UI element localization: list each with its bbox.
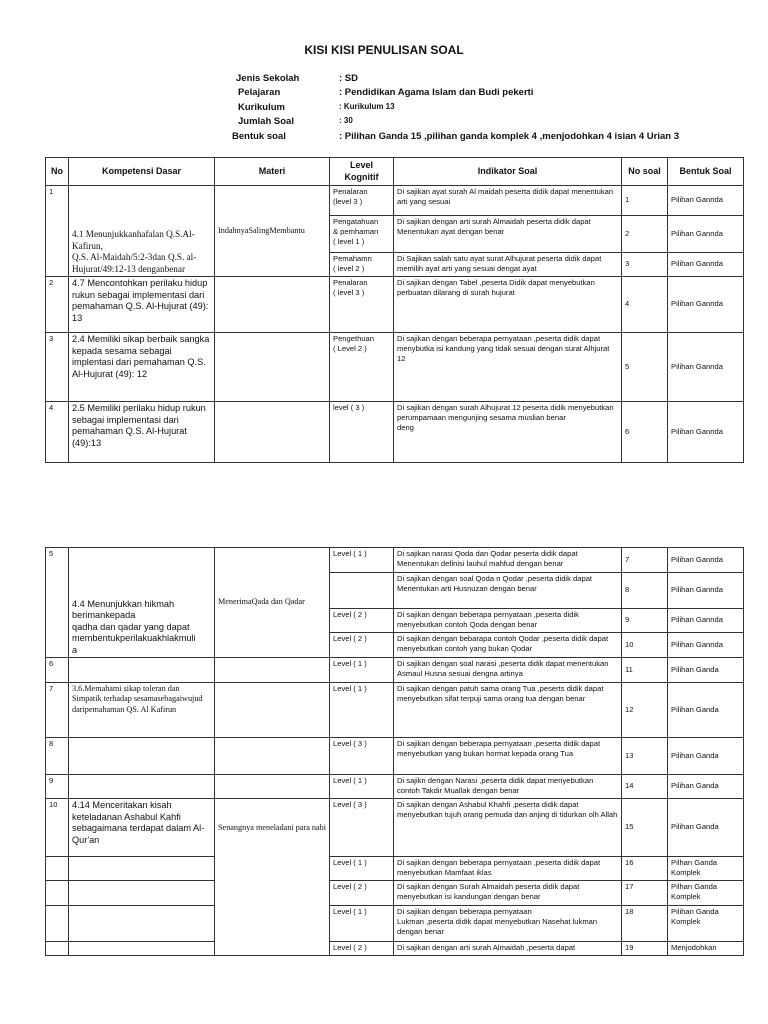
header-indikator: Indikator Soal (394, 158, 622, 186)
cell-indikator: Di sajikan dengan bebarapa contoh Qodar ,peserta didik dapat menyebutkan contoh yang bukan Qodar (394, 633, 622, 658)
cell-level: Pemahamn ( level 2 ) (330, 253, 394, 277)
header-no: No (46, 158, 69, 186)
cell-no (46, 857, 69, 881)
cell-level: Level ( 2 ) (330, 942, 394, 956)
cell-no-soal: 5 (622, 333, 668, 402)
info-key: Bentuk soal (232, 130, 286, 142)
cell-kompetensi: 4.1 Menunjukkanhafalan Q.S.Al-Kafirun, Q.S. Al-Maidah/5:2-3dan Q.S. al- Hujurat/49:12-13 denganbenar (69, 186, 215, 277)
cell-kompetensi: 4.7 Mencontohkan perilaku hidup rukun sebagai implementasi dari pemahaman Q.S. Al-Hujurat (49): 13 (69, 277, 215, 333)
cell-no (46, 906, 69, 942)
cell-indikator: Di sajikan dengan arti surah Almaidah peserta didik dapat Menentukan ayat dengan benar (394, 216, 622, 253)
info-value: : SD (339, 73, 358, 84)
cell-bentuk: Menjodohkan (668, 942, 744, 956)
cell-level (330, 573, 394, 609)
cell-no (46, 942, 69, 956)
table-row (46, 775, 744, 799)
cell-level: Level ( 1 ) (330, 857, 394, 881)
header-materi: Materi (215, 158, 330, 186)
cell-level: Level ( 2 ) (330, 609, 394, 633)
cell-bentuk: Pilihan Ganda Komplek (668, 906, 744, 942)
info-key: Jumlah Soal (238, 116, 294, 128)
cell-bentuk: Pilihan Gannda (668, 277, 744, 333)
cell-level: Level ( 1 ) (330, 683, 394, 738)
cell-bentuk: Pilihan Gannda (668, 333, 744, 402)
table-row (46, 906, 744, 942)
cell-level: Level ( 1 ) (330, 906, 394, 942)
cell-bentuk: Pilihan Gannda (668, 402, 744, 463)
kisi-table-2 (45, 547, 744, 956)
cell-materi: IndahnyaSalingMembantu (215, 186, 330, 277)
cell-kompetensi (69, 658, 215, 683)
table-row (46, 738, 744, 775)
info-value: : 30 (339, 116, 353, 126)
cell-bentuk: Pilhan Ganda Komplek (668, 881, 744, 906)
cell-no: 2 (46, 277, 69, 333)
cell-no-soal: 3 (622, 253, 668, 277)
cell-bentuk: Pilihan Ganda (668, 683, 744, 738)
table-row (46, 277, 744, 333)
cell-bentuk: Pilihan Gannda (668, 573, 744, 609)
cell-kompetensi: 4.4 Menunjukkan hikmah berimankepada qadha dan qadar yang dapat membentukperilakuakhlakmuli a (69, 548, 215, 658)
cell-level: Level ( 3 ) (330, 799, 394, 857)
cell-no-soal: 4 (622, 277, 668, 333)
cell-kompetensi: 2.4 Memiliki sikap berbaik sangka kepada sesama sebagai implentasi dari pemahaman Q.S. Al-Hujurat (49): 12 (69, 333, 215, 402)
cell-bentuk: Pilhan Ganda Komplek (668, 857, 744, 881)
table-row (46, 942, 744, 956)
cell-kompetensi (69, 906, 215, 942)
cell-kompetensi: 3.6.Memahami sikap toleran dan Simpatik terhadap sesamasebagaiwujud daripemahaman QS. Al Kafirun (69, 683, 215, 738)
info-value: : Pendidikan Agama Islam dan Budi pekerti (339, 87, 534, 99)
cell-indikator: Di sajikan dengan soal Qoda n Qodar ,peserta didik dapat Menentukan arti Husnuzan dengan benar (394, 573, 622, 609)
header-no-soal: No soal (622, 158, 668, 186)
cell-no: 5 (46, 548, 69, 658)
cell-kompetensi (69, 881, 215, 906)
cell-materi (215, 683, 330, 738)
cell-level: Level ( 1 ) (330, 548, 394, 573)
cell-no-soal: 14 (622, 775, 668, 799)
cell-level: Pengatahuan & pemhaman ( level 1 ) (330, 216, 394, 253)
cell-indikator: Di sajikan dengan patuh sama orang Tua ,peserts didik dapat menyebutkan sifat terpuji sama orang tua dengan benar (394, 683, 622, 738)
cell-no-soal: 1 (622, 186, 668, 216)
cell-bentuk: Pilihan Gannda (668, 186, 744, 216)
cell-level: Penalaran ( level 3 ) (330, 277, 394, 333)
cell-indikator: Di sajikn dengan Narasi ,peserta didik dapat menyebutkan contoh Takdir Muallak dengan benar (394, 775, 622, 799)
cell-no-soal: 10 (622, 633, 668, 658)
cell-bentuk: Pilihan Gannda (668, 633, 744, 658)
cell-materi (215, 277, 330, 333)
cell-no: 1 (46, 186, 69, 277)
table-row (46, 799, 744, 857)
cell-kompetensi: 4.14 Menceritakan kisah keteladanan Ashabul Kahfi sebagaimana terdapat dalam Al-Qur'an (69, 799, 215, 857)
table-row (46, 881, 744, 906)
cell-no-soal: 12 (622, 683, 668, 738)
cell-indikator: Di sajikan ayat surah Al maidah peserta didik dapat menentukan arti yang sesuai (394, 186, 622, 216)
cell-no-soal: 19 (622, 942, 668, 956)
cell-level: Level ( 3 ) (330, 738, 394, 775)
cell-bentuk: Pilihan Gannda (668, 253, 744, 277)
cell-materi: MenerimaQada dan Qadar (215, 548, 330, 658)
info-key: Pelajaran (238, 87, 281, 99)
cell-level: Level ( 2 ) (330, 633, 394, 658)
cell-kompetensi (69, 775, 215, 799)
cell-level: Level ( 2 ) (330, 881, 394, 906)
cell-no-soal: 18 (622, 906, 668, 942)
table-row (46, 333, 744, 402)
cell-level: Level ( 1 ) (330, 658, 394, 683)
cell-no-soal: 8 (622, 573, 668, 609)
table-row (46, 186, 744, 216)
cell-kompetensi (69, 738, 215, 775)
table-row (46, 548, 744, 573)
cell-bentuk: Pilihan Gannda (668, 548, 744, 573)
cell-bentuk: Pilihan Ganda (668, 799, 744, 857)
cell-no: 3 (46, 333, 69, 402)
cell-indikator: Di sajikan dengan beberapa pernyataan Lukman ,peserta didik dapat menyebutkan Nasehat lukman dengan benar (394, 906, 622, 942)
cell-no-soal: 9 (622, 609, 668, 633)
cell-no: 4 (46, 402, 69, 463)
header-kompetensi: Kompetensi Dasar (69, 158, 215, 186)
cell-level: Pengethuan ( Level 2 ) (330, 333, 394, 402)
cell-materi (215, 775, 330, 799)
cell-materi (215, 333, 330, 402)
cell-no-soal: 17 (622, 881, 668, 906)
table-row (46, 402, 744, 463)
cell-bentuk: Pilihan Ganda (668, 738, 744, 775)
cell-no-soal: 11 (622, 658, 668, 683)
cell-bentuk: Pilihan Ganda (668, 658, 744, 683)
cell-no: 10 (46, 799, 69, 857)
page-title: KISI KISI PENULISAN SOAL (304, 43, 464, 57)
cell-level: level ( 3 ) (330, 402, 394, 463)
cell-no-soal: 16 (622, 857, 668, 881)
cell-indikator: Di sajikan dengan beberapa pernyataan ,peserta didik dapat menyebutkan yang bukan hormat kepada orang Tua (394, 738, 622, 775)
cell-indikator: Di sajikan dengan beberapa pernyataan ,peserta didik menyebutkan contoh Qoda dengan benar (394, 609, 622, 633)
cell-materi (215, 738, 330, 775)
info-value: : Pilihan Ganda 15 ,pilihan ganda komplek 4 ,menjodohkan 4 isian 4 Urian 3 (339, 130, 679, 142)
cell-materi (215, 658, 330, 683)
header-level: Level Kognitif (330, 158, 394, 186)
cell-materi: Senangnya meneladani para nabi (215, 799, 330, 956)
cell-bentuk: Pilihan Gannda (668, 216, 744, 253)
cell-kompetensi (69, 942, 215, 956)
cell-indikator: Di sajikan narasi Qoda dan Qodar peserta didik dapat Menentukan definisi lauhul mahfud dengan benar (394, 548, 622, 573)
cell-indikator: Di Sajikan salah satu ayat surat Alhujurat peserta didik dapat memilih ayat arti yang sesuai dengat ayat (394, 253, 622, 277)
cell-no-soal: 15 (622, 799, 668, 857)
cell-no: 9 (46, 775, 69, 799)
cell-no: 6 (46, 658, 69, 683)
cell-no (46, 881, 69, 906)
header-row (46, 158, 744, 186)
cell-indikator: Di sajikan dengan surah Alhujurat 12 peserta didik menyebutkan perumpamaan mengunjing sesama muslian benar deng (394, 402, 622, 463)
cell-indikator: Di sajikan dengan beberapa pernyataan ,peserta didik dapat menyebutkan Mamfaat iklas (394, 857, 622, 881)
cell-indikator: Di sajikan dengan Surah Almaidah peserta didik dapat menyebutkan isi kandungan dengan benar (394, 881, 622, 906)
table-row (46, 857, 744, 881)
info-key: Jenis Sekolah (236, 73, 300, 84)
cell-no-soal: 13 (622, 738, 668, 775)
cell-indikator: Di sajikan dengan arti surah Almaidah ,peserta dapat (394, 942, 622, 956)
cell-no: 7 (46, 683, 69, 738)
cell-level: Penalaran (level 3 ) (330, 186, 394, 216)
cell-no-soal: 6 (622, 402, 668, 463)
info-key: Kurikulum (238, 101, 285, 113)
cell-indikator: Di sajikan dengan soal narasi ,peserta didik dapat menentukan Asmaul Husna sesuai dengna artinya (394, 658, 622, 683)
cell-no-soal: 2 (622, 216, 668, 253)
table-row (46, 658, 744, 683)
cell-no-soal: 7 (622, 548, 668, 573)
cell-bentuk: Pilihan Ganda (668, 775, 744, 799)
cell-level: Level ( 1 ) (330, 775, 394, 799)
cell-kompetensi (69, 857, 215, 881)
cell-no: 8 (46, 738, 69, 775)
cell-indikator: Di sajikan dengan beberapa pernyataan ,peserta didik dapat menybutka isi kandung yang tidak sesuai dengan surat Alhjurat 12 (394, 333, 622, 402)
header-bentuk: Bentuk Soal (668, 158, 744, 186)
cell-materi (215, 402, 330, 463)
cell-kompetensi: 2.5 Memiliki perilaku hidup rukun sebagai implementasi dari pemahaman Q.S. Al-Hujurat (49):13 (69, 402, 215, 463)
cell-indikator: Di sajikan dengan Ashabul Khahfi ,peserta didik dapat menyebutkan tujuh orang pemuda dan anjing di tidurkan olh Allah (394, 799, 622, 857)
table-row (46, 683, 744, 738)
cell-bentuk: Pilihan Gannda (668, 609, 744, 633)
info-value: : Kurikulum 13 (339, 101, 395, 111)
kisi-table-1 (45, 157, 744, 463)
cell-indikator: Di sajikan dengan Tabel ,peserta Didik dapat menyebutkan perbuatan dilarang di surah hujurat (394, 277, 622, 333)
